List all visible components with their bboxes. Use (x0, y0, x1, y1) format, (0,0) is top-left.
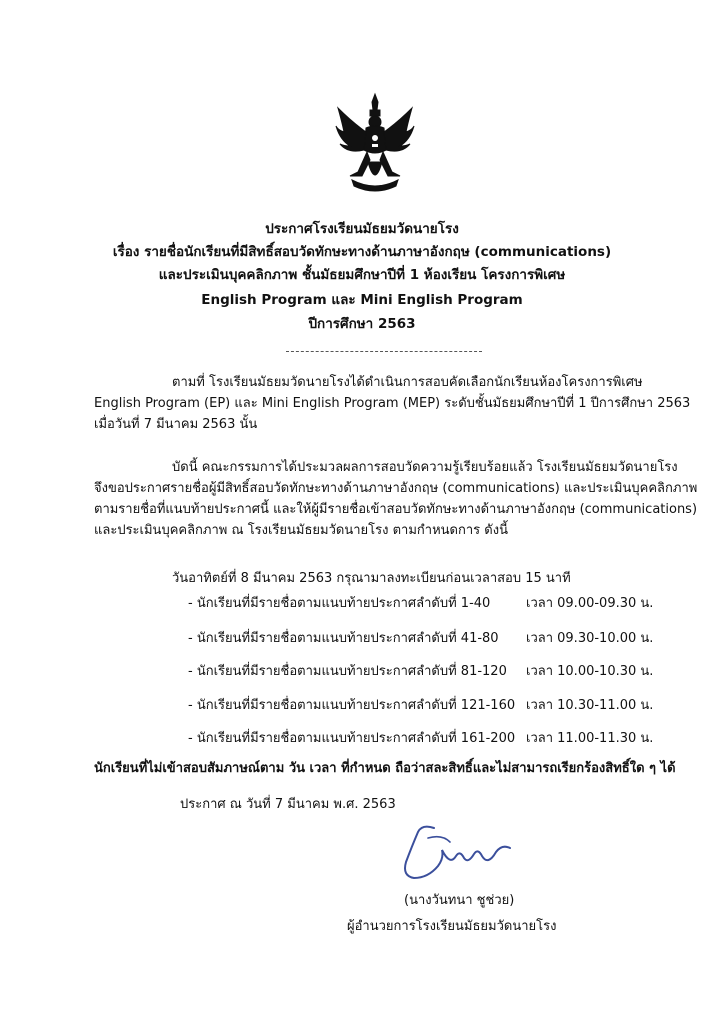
paragraph-intro (94, 372, 691, 435)
document-title: ประกาศโรงเรียนมัธยมวัดนายโรง (265, 221, 459, 237)
paragraph-line: และประเมินบุคคลิกภาพ ณ โรงเรียนมัธยมวัดนายโรง ตามกำหนดการ ดังนี้ (94, 523, 508, 538)
paragraph-line: จึงขอประกาศรายชื่อผู้มีสิทธิ์สอบวัดทักษะทางด้านภาษาอังกฤษ (communications) และประเมินบุคคลิกภาพ (94, 481, 698, 496)
schedule-group: - นักเรียนที่มีรายชื่อตามแนบท้ายประกาศลำดับที่ 161-200 (188, 731, 516, 746)
paragraph-line: บัดนี้ คณะกรรมการได้ประมวลผลการสอบวัดความรู้เรียบร้อยแล้ว โรงเรียนมัธยมวัดนายโรง (172, 460, 678, 475)
schedule-time: เวลา 11.00-11.30 น. (526, 731, 654, 746)
schedule-time: เวลา 10.00-10.30 น. (526, 664, 654, 679)
signature-icon (398, 822, 516, 884)
garuda-emblem-icon (334, 92, 416, 198)
schedule-time: เวลา 10.30-11.00 น. (526, 698, 654, 713)
academic-year: ปีการศึกษา 2563 (308, 316, 416, 332)
schedule-time: เวลา 09.30-10.00 น. (526, 631, 654, 646)
paragraph-results (94, 457, 698, 541)
schedule-group: - นักเรียนที่มีรายชื่อตามแนบท้ายประกาศลำดับที่ 41-80 (188, 631, 499, 646)
paragraph-line: เมื่อวันที่ 7 มีนาคม 2563 นั้น (94, 417, 258, 432)
paragraph-line: ตามรายชื่อที่แนบท้ายประกาศนี้ และให้ผู้มีรายชื่อเข้าสอบวัดทักษะทางด้านภาษาอังกฤษ (communications) (94, 502, 698, 517)
announcement-date: ประกาศ ณ วันที่ 7 มีนาคม พ.ศ. 2563 (180, 797, 396, 812)
program-names: English Program และ Mini English Program (201, 292, 523, 308)
schedule-group: - นักเรียนที่มีรายชื่อตามแนบท้ายประกาศลำดับที่ 81-120 (188, 664, 507, 679)
paragraph-line: English Program (EP) และ Mini English Program (MEP) ระดับชั้นมัธยมศึกษาปีที่ 1 ปีการศึกษา 2563 (94, 396, 691, 411)
signer-position: ผู้อำนวยการโรงเรียนมัธยมวัดนายโรง (347, 919, 557, 934)
separator-line (286, 351, 482, 352)
forfeit-notice: นักเรียนที่ไม่เข้าสอบสัมภาษณ์ตาม วัน เวลา ที่กำหนด ถือว่าสละสิทธิ์และไม่สามารถเรียกร้องสิทธิ์ใด ๆ ได้ (94, 761, 676, 776)
paragraph-line: ตามที่ โรงเรียนมัธยมวัดนายโรงได้ดำเนินการสอบคัดเลือกนักเรียนห้องโครงการพิเศษ (172, 375, 643, 390)
schedule-group: - นักเรียนที่มีรายชื่อตามแนบท้ายประกาศลำดับที่ 121-160 (188, 698, 516, 713)
document-subject-continued: และประเมินบุคคลิกภาพ ชั้นมัธยมศึกษาปีที่ 1 ห้องเรียน โครงการพิเศษ (158, 267, 566, 283)
document-subject: เรื่อง รายชื่อนักเรียนที่มีสิทธิ์สอบวัดทักษะทางด้านภาษาอังกฤษ (communications) (112, 244, 612, 260)
signer-name: (นางวันทนา ชูช่วย) (404, 893, 515, 908)
schedule-intro: วันอาทิตย์ที่ 8 มีนาคม 2563 กรุณามาลงทะเบียนก่อนเวลาสอบ 15 นาที (172, 571, 571, 586)
schedule-time: เวลา 09.00-09.30 น. (526, 596, 654, 611)
schedule-group: - นักเรียนที่มีรายชื่อตามแนบท้ายประกาศลำดับที่ 1-40 (188, 596, 491, 611)
